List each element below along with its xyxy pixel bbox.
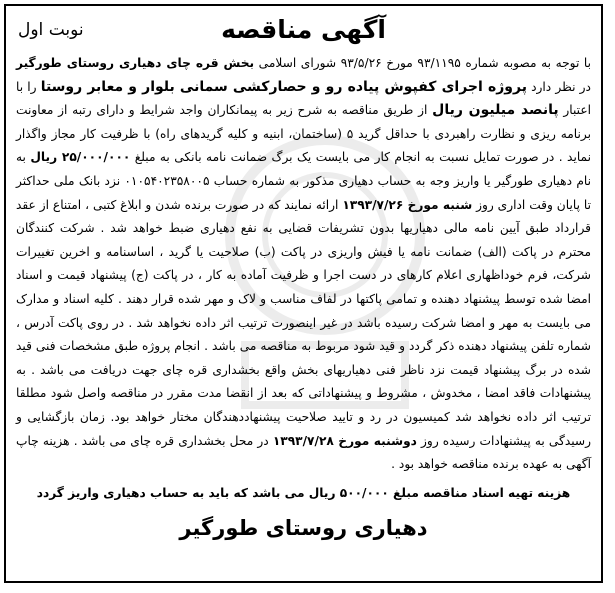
tender-notice: [4, 4, 603, 583]
budget-amount: پانصد میلیون ریال: [432, 102, 559, 119]
project-name: پروژه اجرای کفپوش پیاده رو و حصارکشی سمانی بلوار و معابر روستا: [40, 78, 527, 95]
intends-text: در نظر دارد: [526, 79, 591, 94]
opening-date: دوشنبه مورخ ۱۳۹۳/۷/۲۸: [272, 433, 417, 448]
round-label: نوبت اول: [18, 20, 84, 40]
notice-title: آگهی مناقصه: [221, 15, 386, 44]
intro-text: با توجه به مصوبه شماره ۹۳/۱۱۹۵ مورخ ۹۳/۵/۲۶ شورای اسلامی: [254, 56, 592, 70]
method-text: از طریق مناقصه به شرح زیر به پیمانکاران واجد شرایط و دارای رتبه از معاونت برنامه ریزی و نظارت راهبردی با حداقل گرید ۵ (ساختمان، ابنیه و کلیه گریدهای راه) با ظرفیت کار مجاز واگذار نماید . در صورت تمایل نسبت به انجام کار می بایست یک برگ ضمانت نامه بانکی به مبلغ: [16, 103, 592, 165]
account-text: به نام دهیاری طورگیر یا واریز وجه به حساب دهیاری مذکور به شماره حساب ۰۱۰۵۴۰۲۳۵۸۰۰۵ نزد بانک ملی حداکثر تا پایان وقت اداری روز: [16, 150, 591, 212]
terms-text: ارائه نمایند که در صورت برنده شدن و ابلاغ کتبی ، امتناع از عقد قرارداد طبق آیین نامه مالی دهیاریها بدون تشریفات قضایی به نفع دهیاری ضبط خواهد شد . شرکت کنندگان محترم در پاکت (الف) ضمانت نامه یا فیش واریزی در پاکت (ب) صلاحیت یا گرید ، اساسنامه و اخرین تغییرات شرکت، فرم خوداظهاری اعلام کارهای در دست اجرا و ظرفیت آماده به کار ، در پاکت (ج) پیشنهاد قیمت و اسناد امضا شده توسط پیشنهاد دهنده و تمامی پاکتها در لفاف مناسب و لاک و مهر شده قرار دهند . کلیه اسناد و مدارک می بایست به مهر و امضا شرکت رسیده باشد در غیر اینصورت ترتیب اثر داده نخواهد شد . در روی پاکت آدرس ، شماره تلفن پیشنهاد دهنده ذکر گردد و قید شود مربوط به مناقصه می باشد . انجام پروژه طبق مشخصات فنی قید شده در برگ پیشنهاد قیمت نزد ناظر فنی دهیاریهای بخش واقع بخشداری قره چای جهت دریافت می باشد . به پیشنهادات فاقد امضا ، مخدوش ، مشروط و پیشنهاداتی که بعد از انقضا مدت مقرر در مناقصه واصل شود مطلقا ترتیب اثر داده نخواهد شد کمیسیون در رد و تایید صلاحیت پیشنهاددهندگان مختار خواهد بود. زمان بازگشایی و رسیدگی به پیشنهادات رسیده روز: [16, 197, 591, 448]
notice-header: [16, 10, 591, 52]
district-name: بخش قره چای دهیاری روستای طورگیر: [16, 56, 255, 70]
closing-text: در محل بخشداری قره چای می باشد . هزینه چاپ آگهی به عهده برنده مناقصه خواهد بود .: [16, 433, 591, 472]
document-fee: هزینه تهیه اسناد مناقصه مبلغ ۵۰۰/۰۰۰ ریال می باشد که باید به حساب دهیاری واریز گردد: [36, 485, 571, 500]
budget-prefix: را با اعتبار: [16, 79, 591, 118]
guarantee-amount: ۲۵/۰۰۰/۰۰۰ ریال: [30, 150, 131, 165]
signature: دهیاری روستای طورگیر: [179, 515, 428, 540]
notice-body: [16, 52, 591, 477]
submission-deadline: شنبه مورخ ۱۳۹۳/۷/۲۶: [342, 197, 473, 212]
